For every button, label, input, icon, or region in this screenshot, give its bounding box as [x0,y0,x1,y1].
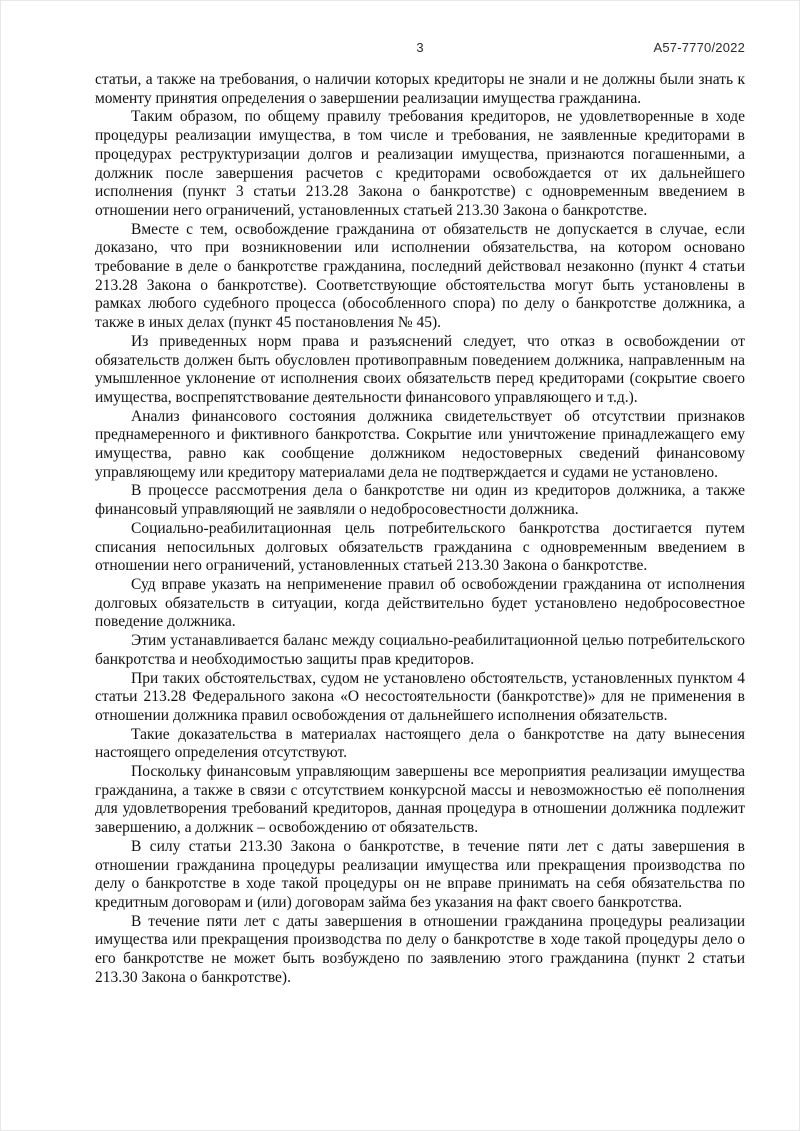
paragraph: В силу статьи 213.30 Закона о банкротстве, в течение пяти лет с даты завершения в отношении гражданина процедуры реализации имущества или прекращения производства по делу о банкротстве в ходе такой процедуры он не вправе принимать на себя обязательства по кредитным договорам и (или) договорам займа без указания на факт своего банкротства. [95,837,745,911]
paragraph: При таких обстоятельствах, судом не установлено обстоятельств, установленных пунктом 4 статьи 213.28 Федерального закона «О несостоятельности (банкротстве)» для не применения в отношении должника правил освобождения от дальнейшего исполнения обязательств. [95,669,745,724]
paragraph: В процессе рассмотрения дела о банкротстве ни один из кредиторов должника, а также финансовый управляющий не заявляли о недобросовестности должника. [95,482,745,519]
paragraph: Такие доказательства в материалах настоящего дела о банкротстве на дату вынесения настоящего определения отсутствуют. [95,725,745,762]
paragraph: Этим устанавливается баланс между социально-реабилитационной целью потребительского банкротства и необходимостью защиты прав кредиторов. [95,632,745,668]
paragraph: В течение пяти лет с даты завершения в отношении гражданина процедуры реализации имущества или прекращения производства по делу о банкротстве в ходе такой процедуры дело о его банкротстве не может быть возбуждено по заявлению этого гражданина (пункт 2 статьи 213.30 Закона о банкротстве). [95,912,745,986]
paragraph: Поскольку финансовым управляющим завершены все мероприятия реализации имущества гражданина, а также в связи с отсутствием конкурсной массы и невозможностью её пополнения для удовлетворения требований кредиторов, данная процедура в отношении должника подлежит завершению, а должник – освобождению от обязательств. [95,763,745,837]
page-header [95,40,745,54]
page-number: 3 [416,40,424,55]
paragraph: Таким образом, по общему правилу требования кредиторов, не удовлетворенные в ходе процедуры реализации имущества, в том числе и требования, не заявленные кредиторами в процедурах реструктуризации долгов и реализации имущества, признаются погашенными, а должник после завершения расчетов с кредиторами освобождается от их дальнейшего исполнения (пункт 3 статьи 213.28 Закона о банкротстве) с одновременным введением в отношении него ограничений, установленных статьей 213.30 Закона о банкротстве. [95,108,745,219]
paragraph: Из приведенных норм права и разъяснений следует, что отказ в освобождении от обязательств должен быть обусловлен противоправным поведением должника, направленным на умышленное уклонение от исполнения своих обязательств перед кредиторами (сокрытие своего имущества, воспрепятствование деятельности финансового управляющего и т.д.). [95,332,745,406]
case-number: А57-7770/2022 [653,40,745,55]
paragraph: статьи, а также на требования, о наличии которых кредиторы не знали и не должны были знать к моменту принятия определения о завершении реализации имущества гражданина. [95,71,745,107]
paragraph: Анализ финансового состояния должника свидетельствует об отсутствии признаков преднамеренного и фиктивного банкротства. Сокрытие или уничтожение принадлежащего ему имущества, равно как сообщение должником недостоверных сведений финансовому управляющему или кредитору материалами дела не подтверждается и судами не установлено. [95,407,745,481]
paragraph: Социально-реабилитационная цель потребительского банкротства достигается путем списания непосильных долговых обязательств гражданина с одновременным введением в отношении него ограничений, установленных статьей 213.30 Закона о банкротстве. [95,519,745,575]
paragraph: Суд вправе указать на неприменение правил об освобождении гражданина от исполнения долговых обязательств в ситуации, когда действительно будет установлено недобросовестное поведение должника. [95,575,745,631]
document-body [95,71,745,987]
paragraph: Вместе с тем, освобождение гражданина от обязательств не допускается в случае, если доказано, что при возникновении или исполнении обязательства, на котором основано требование в деле о банкротстве гражданина, последний действовал незаконно (пункт 4 статьи 213.28 Закона о банкротстве). Соответствующие обстоятельства могут быть установлены в рамках любого судебного процесса (обособленного спора) по делу о банкротстве должника, а также в иных делах (пункт 45 постановления № 45). [95,220,745,332]
